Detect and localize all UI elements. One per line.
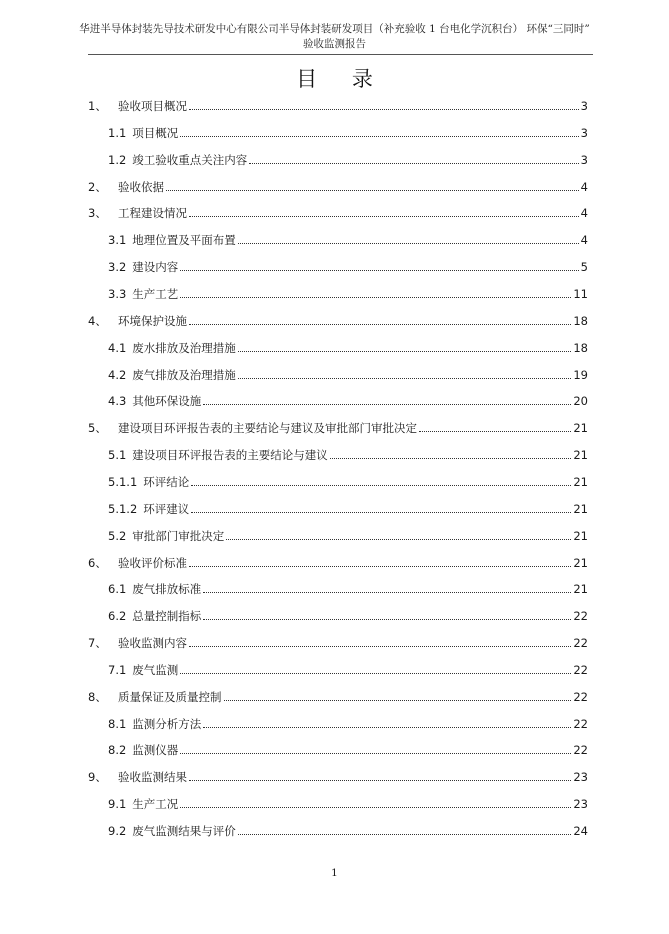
toc-entry-page: 3 xyxy=(580,125,588,140)
toc-entry-label: 验收依据 xyxy=(118,179,164,194)
toc-entry-page: 22 xyxy=(573,636,588,650)
toc-entry[interactable] xyxy=(108,662,588,678)
toc-entry[interactable] xyxy=(88,769,588,785)
toc-entry-number: 3.2 xyxy=(108,260,127,275)
toc-dot-leader xyxy=(203,404,571,405)
toc-entry[interactable] xyxy=(108,367,588,383)
toc-entry-number: 3、 xyxy=(88,206,107,221)
toc-entry-label: 生产工况 xyxy=(132,797,179,812)
toc-entry-number: 4.1 xyxy=(108,340,127,355)
toc-entry-number: 7、 xyxy=(88,636,107,650)
toc-entry-label: 建设项目环评报告表的主要结论与建议及审批部门审批决定 xyxy=(118,421,417,436)
toc-entry-page: 24 xyxy=(573,824,588,838)
toc-entry-page: 4 xyxy=(580,233,588,248)
toc-entry[interactable] xyxy=(88,689,588,705)
toc-entry-number: 5.2 xyxy=(108,528,127,543)
toc-entry[interactable] xyxy=(108,823,588,839)
toc-entry-label: 废水排放及治理措施 xyxy=(132,340,236,355)
toc-entry-number: 9.2 xyxy=(108,824,127,838)
toc-entry-label: 生产工艺 xyxy=(132,287,179,301)
toc-entry-label: 审批部门审批决定 xyxy=(132,528,225,543)
toc-entry-number: 4.2 xyxy=(108,367,127,382)
toc-entry-label: 项目概况 xyxy=(132,125,179,140)
toc-dot-leader xyxy=(238,834,572,835)
toc-entry-page: 11 xyxy=(573,287,588,301)
toc-entry-label: 其他环保设施 xyxy=(132,394,202,409)
toc-dot-leader xyxy=(166,190,579,191)
toc-entry-page: 3 xyxy=(580,152,588,167)
toc-entry-label: 验收评价标准 xyxy=(118,555,187,570)
toc-entry-number: 8.1 xyxy=(108,716,127,731)
toc-entry[interactable] xyxy=(88,635,588,651)
toc-entry[interactable] xyxy=(108,152,588,168)
toc-entry[interactable] xyxy=(108,286,588,302)
toc-dot-leader xyxy=(330,458,572,459)
toc-entry[interactable] xyxy=(88,98,588,114)
toc-entry-label: 总量控制指标 xyxy=(132,609,202,624)
toc-entry[interactable] xyxy=(108,796,588,812)
toc-entry[interactable] xyxy=(108,501,588,517)
toc-entry[interactable] xyxy=(88,420,588,436)
toc-dot-leader xyxy=(189,566,571,567)
toc-entry-page: 18 xyxy=(573,340,588,355)
toc-entry-number: 9、 xyxy=(88,770,107,785)
toc-title: 目 录 xyxy=(296,67,387,91)
toc-entry-page: 3 xyxy=(580,99,588,113)
toc-entry-page: 22 xyxy=(573,716,588,731)
toc-entry-label: 建设项目环评报告表的主要结论与建议 xyxy=(132,448,328,463)
toc-dot-leader xyxy=(226,539,571,540)
toc-entry[interactable] xyxy=(108,393,588,409)
toc-entry-label: 监测仪器 xyxy=(132,743,179,758)
toc-entry-number: 3.1 xyxy=(108,233,127,248)
toc-entry[interactable] xyxy=(88,179,588,195)
toc-entry[interactable] xyxy=(88,313,588,329)
toc-entry[interactable] xyxy=(88,555,588,571)
toc-entry-page: 23 xyxy=(573,770,588,785)
toc-entry[interactable] xyxy=(108,259,588,275)
toc-entry-label: 建设内容 xyxy=(132,260,179,275)
toc-entry-number: 4、 xyxy=(88,313,107,328)
toc-entry-label: 验收项目概况 xyxy=(118,99,187,113)
toc-entry-number: 6、 xyxy=(88,555,107,570)
toc-entry-label: 废气监测 xyxy=(132,662,179,677)
toc-entry[interactable] xyxy=(108,581,588,597)
toc-entry[interactable] xyxy=(108,474,588,490)
toc-entry-label: 质量保证及质量控制 xyxy=(118,689,222,704)
toc-entry-page: 4 xyxy=(580,179,588,194)
toc-entry-label: 地理位置及平面布置 xyxy=(132,233,236,248)
toc-entry-number: 4.3 xyxy=(108,394,127,409)
toc-entry-number: 6.2 xyxy=(108,609,127,624)
toc-entry-page: 21 xyxy=(573,474,588,489)
toc-entry-label: 废气排放及治理措施 xyxy=(132,367,236,382)
toc-entry-label: 环评结论 xyxy=(143,474,190,489)
toc-entry-number: 1.1 xyxy=(108,125,127,140)
toc-entry-page: 18 xyxy=(573,313,588,328)
toc-entry-label: 监测分析方法 xyxy=(132,716,202,731)
toc-entry-page: 21 xyxy=(573,448,588,463)
toc-entry-label: 竣工验收重点关注内容 xyxy=(132,152,248,167)
toc-entry-page: 21 xyxy=(573,528,588,543)
toc-entry-number: 5.1 xyxy=(108,448,127,463)
toc-entry-number: 6.1 xyxy=(108,582,127,597)
toc-entry-number: 5.1.1 xyxy=(108,474,138,489)
toc-entry-label: 验收监测内容 xyxy=(118,636,187,650)
toc-entry[interactable] xyxy=(108,125,588,141)
toc-entry-page: 21 xyxy=(573,421,588,436)
toc-entry[interactable] xyxy=(108,447,588,463)
toc-dot-leader xyxy=(238,351,572,352)
toc-entry-label: 环境保护设施 xyxy=(118,313,187,328)
toc-entry[interactable] xyxy=(108,340,588,356)
toc-entry[interactable] xyxy=(108,608,588,624)
toc-dot-leader xyxy=(224,700,572,701)
header-line-2: 验收监测报告 xyxy=(303,38,366,50)
toc-entry-number: 8.2 xyxy=(108,743,127,758)
toc-dot-leader xyxy=(249,163,578,164)
toc-dot-leader xyxy=(180,673,571,674)
toc-entry-page: 22 xyxy=(573,609,588,624)
toc-entry[interactable] xyxy=(108,716,588,732)
toc-entry-page: 4 xyxy=(580,206,588,221)
toc-dot-leader xyxy=(180,753,571,754)
toc-entry-number: 8、 xyxy=(88,689,107,704)
toc-entry[interactable] xyxy=(88,205,588,221)
toc-entry-label: 废气排放标准 xyxy=(132,582,202,597)
toc-entry-page: 22 xyxy=(573,689,588,704)
toc-dot-leader xyxy=(189,216,579,217)
toc-entry-label: 验收监测结果 xyxy=(118,770,187,785)
toc-dot-leader xyxy=(189,646,571,647)
toc-dot-leader xyxy=(189,109,579,110)
toc-entry-page: 21 xyxy=(573,555,588,570)
toc-entry-number: 2、 xyxy=(88,179,107,194)
toc-entry-number: 5.1.2 xyxy=(108,501,138,516)
toc-entry-label: 环评建议 xyxy=(143,501,190,516)
toc-entry-page: 5 xyxy=(580,260,588,275)
toc-entry-number: 7.1 xyxy=(108,662,127,677)
toc-entry-number: 5、 xyxy=(88,421,107,436)
toc-dot-leader xyxy=(191,512,571,513)
toc-dot-leader xyxy=(203,592,571,593)
toc-entry-number: 3.3 xyxy=(108,287,127,301)
toc-entry-number: 9.1 xyxy=(108,797,127,812)
toc-dot-leader xyxy=(238,243,579,244)
toc-entry[interactable] xyxy=(108,528,588,544)
toc-entry-number: 1.2 xyxy=(108,152,127,167)
toc-dot-leader xyxy=(189,780,571,781)
toc-entry[interactable] xyxy=(108,232,588,248)
toc-dot-leader xyxy=(238,378,572,379)
toc-dot-leader xyxy=(419,431,571,432)
toc-entry-page: 22 xyxy=(573,662,588,677)
toc-entry-page: 22 xyxy=(573,743,588,758)
toc-entry-page: 20 xyxy=(573,394,588,409)
toc-entry-label: 废气监测结果与评价 xyxy=(132,824,236,838)
toc-dot-leader xyxy=(203,619,571,620)
toc-dot-leader xyxy=(191,485,571,486)
toc-entry-page: 21 xyxy=(573,501,588,516)
toc-dot-leader xyxy=(180,807,571,808)
toc-entry[interactable] xyxy=(108,742,588,758)
toc-dot-leader xyxy=(189,324,571,325)
toc-entry-number: 1、 xyxy=(88,99,107,113)
toc-entry-label: 工程建设情况 xyxy=(118,206,187,221)
toc-entry-page: 21 xyxy=(573,582,588,597)
page-number: 1 xyxy=(331,867,338,879)
toc-dot-leader xyxy=(203,727,571,728)
toc-dot-leader xyxy=(180,270,578,271)
toc-dot-leader xyxy=(180,136,578,137)
toc-entry-page: 23 xyxy=(573,797,588,812)
toc-dot-leader xyxy=(180,297,571,298)
toc-entry-page: 19 xyxy=(573,367,588,382)
header-line-1: 华进半导体封装先导技术研发中心有限公司半导体封装研发项目（补充验收 1 台电化学沉积台） 环保“三同时” xyxy=(79,23,590,35)
